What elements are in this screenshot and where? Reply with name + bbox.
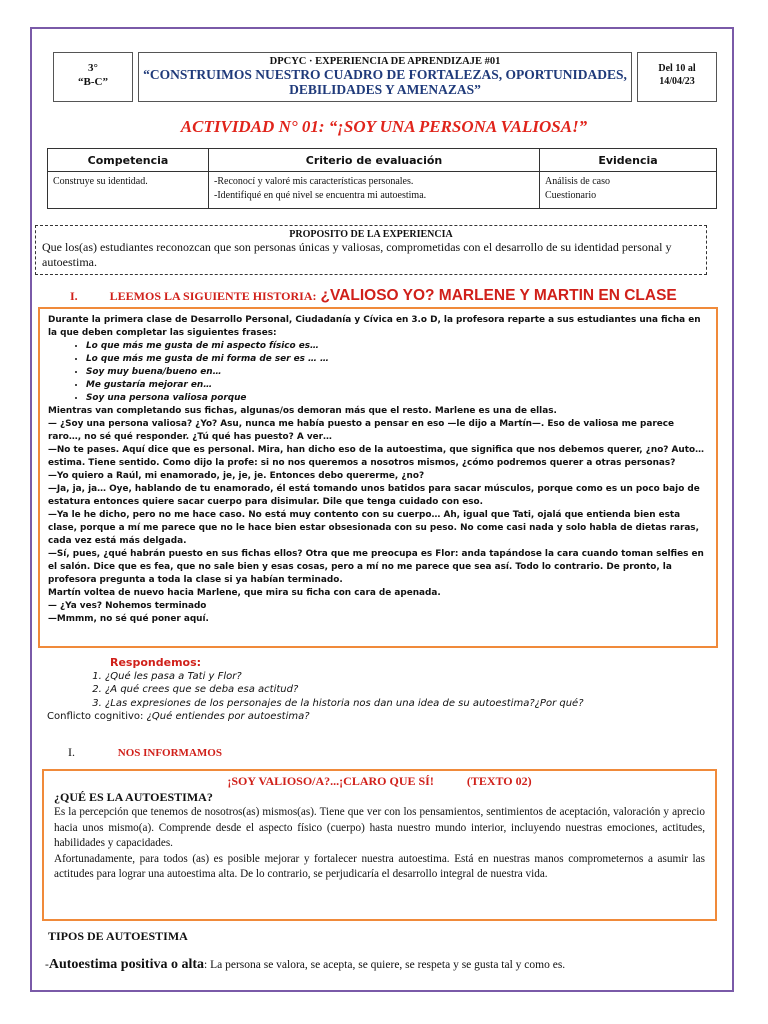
- positiva-label: Autoestima positiva o alta: [48, 957, 205, 972]
- header-criterio: Criterio de evaluación: [209, 149, 540, 172]
- activity-title: ACTIVIDAD N° 01: “¡SOY UNA PERSONA VALIOSA!”: [180, 117, 588, 136]
- autoestima-positiva: -Autoestima positiva o alta: La persona se valora, se acepta, se quiere, se respeta y se gusta tal y como es.: [45, 957, 566, 972]
- story-bullets: [48, 340, 708, 405]
- list-item: • Lo que más me gusta de mi aspecto físico es…: [86, 340, 708, 353]
- question-item: 1. ¿Qué les pasa a Tati y Flor?: [105, 670, 737, 684]
- conflict-text: ¿Qué entiendes por autoestima?: [146, 711, 310, 722]
- story-paragraph: —Ja, ja, ja… Oye, hablando de tu enamorado, él está tomando unos batidos para sacar músculos, porque como es un poco bajo de estatura entonces quiere sacar cuerpo para disimular. Dile que tenga cuidado con eso.: [48, 484, 700, 507]
- story-paragraph: — ¿Soy una persona valiosa? ¿Yo? Asu, nunca me había puesto a pensar en eso —le dijo a Martín—. Eso de valiosa me parece raro…, no sé qué responder. ¿Tú qué has puesto? A ver…: [48, 419, 675, 442]
- title-box: [138, 52, 632, 102]
- header-competencia: Competencia: [48, 149, 209, 172]
- date-line-1: Del 10 al: [658, 63, 696, 74]
- texto-02-heading: [54, 774, 705, 790]
- story-paragraph: — ¿Ya ves? Nohemos terminado: [48, 601, 207, 611]
- competency-table: [47, 148, 717, 209]
- section-2-number: I.: [68, 745, 75, 759]
- texto-02-title: ¡SOY VALIOSO/A?...¡CLARO QUE SÍ!: [227, 774, 434, 788]
- grade: 3°: [88, 62, 98, 74]
- story-paragraph: —Sí, pues, ¿qué habrán puesto en sus fichas ellos? Otra que me preocupa es Flor: anda tapándose la cara cuando toman selfies en el salón. Dice que es fea, que no sale bien y esas cosas, pero a mí no me parece que sea así. Todo lo contrario. De pronto, la profesora pregunta a toda la clase si ya habían terminado.: [48, 549, 704, 585]
- respondemos-heading: Respondemos:: [110, 656, 202, 669]
- story-intro: Durante la primera clase de Desarrollo Personal, Ciudadanía y Cívica en 3.o D, la profesora reparte a sus estudiantes una ficha en la que deben completar las siguientes frases:: [48, 315, 701, 338]
- story-paragraph: Martín voltea de nuevo hacia Marlene, que mira su ficha con cara de apenada.: [48, 588, 441, 598]
- story-paragraph: —Yo quiero a Raúl, mi enamorado, je, je, je. Entonces debo quererme, ¿no?: [48, 471, 425, 481]
- section-1-heading: [70, 287, 677, 305]
- section-1-number: I.: [70, 289, 78, 303]
- criterio-1: -Reconocí y valoré mis características personales.: [214, 176, 414, 187]
- header-evidencia: Evidencia: [540, 149, 717, 172]
- title-line-2: DEBILIDADES Y AMENAZAS”: [289, 82, 481, 97]
- list-item: • Lo que más me gusta de mi forma de ser es … …: [86, 353, 708, 366]
- respondemos-section: [47, 656, 737, 724]
- section-2-label: NOS INFORMAMOS: [117, 747, 222, 759]
- story-paragraph: —Ya le he dicho, pero no me hace caso. No está muy contento con su cuerpo… Ah, igual que Tati, ojalá que entienda bien esta clase, porque a mí me parece que no le hace bien estar obsesionada con su peso. No come casi nada y solo habla de dietas raras, cada vez está más delgada.: [48, 510, 699, 546]
- list-item: • Soy una persona valiosa porque: [86, 392, 708, 405]
- question-list: [47, 670, 737, 711]
- texto-02-paragraph: Afortunadamente, para todos (as) es posible mejorar y fortalecer nuestra autoestima. Está en nuestras manos comprometernos a asumir las actitudes para lograr una autoestima alta. De lo contrario, se perjudicaría el desarrollo integral de nuestra vida.: [54, 852, 705, 880]
- story-paragraph: Mientras van completando sus fichas, algunas/os demoran más que el resto. Marlene es una de ellas.: [48, 406, 557, 416]
- question-item: 3. ¿Las expresiones de los personajes de la historia nos dan una idea de su autoestima?¿Por qué?: [105, 697, 737, 711]
- texto-02-tag: (TEXTO 02): [466, 774, 532, 788]
- story-box: [38, 307, 718, 648]
- section-2-heading: [68, 745, 222, 760]
- texto-02-box: [42, 769, 717, 921]
- story-paragraph: —Mmmm, no sé qué poner aquí.: [48, 614, 209, 624]
- date-box: [637, 52, 717, 102]
- conflict-label: Conflicto cognitivo:: [47, 711, 147, 722]
- cell-competencia: Construye su identidad.: [48, 172, 209, 209]
- list-item: • Soy muy buena/bueno en…: [86, 366, 708, 379]
- proposito-box: [35, 225, 707, 275]
- title-line-1: “CONSTRUIMOS NUESTRO CUADRO DE FORTALEZAS, OPORTUNIDADES,: [143, 67, 627, 82]
- cell-evidencia: [540, 172, 717, 209]
- date-line-2: 14/04/23: [659, 76, 695, 87]
- positiva-text: : La persona se valora, se acepta, se quiere, se respeta y se gusta tal y como es.: [204, 959, 566, 971]
- section: “B-C”: [78, 76, 108, 88]
- texto-02-paragraph: Es la percepción que tenemos de nosotros(as) mismos(as). Tiene que ver con los pensamientos, sentimientos de aceptación, valoración y aprecio hacia unos mismo(a). Comprende desde el aspecto físico (cuerpo) hasta nuestro mundo interior, incluyendo nuestras emociones, actitudes, habilidades y capacidades.: [54, 806, 705, 849]
- grade-box: [53, 52, 133, 102]
- evidencia-1: Análisis de caso: [545, 176, 610, 187]
- cell-criterio: [209, 172, 540, 209]
- proposito-text: Que los(as) estudiantes reconozcan que son personas únicas y valiosas, comprometidas con el desarrollo de su identidad personal y autoestima.: [42, 240, 672, 269]
- section-1-title: ¿VALIOSO YO? MARLENE Y MARTIN EN CLASE: [320, 287, 677, 304]
- tipos-heading: TIPOS DE AUTOESTIMA: [48, 929, 188, 943]
- section-1-label: LEEMOS LA SIGUIENTE HISTORIA:: [109, 289, 317, 303]
- autoestima-question: ¿QUÉ ES LA AUTOESTIMA?: [54, 789, 213, 804]
- proposito-heading: PROPOSITO DE LA EXPERIENCIA: [289, 229, 453, 240]
- subject-line: DPCYC · EXPERIENCIA DE APRENDIZAJE #01: [269, 56, 501, 67]
- criterio-2: -Identifiqué en qué nivel se encuentra mi autoestima.: [214, 190, 427, 201]
- list-item: • Me gustaría mejorar en…: [86, 379, 708, 392]
- evidencia-2: Cuestionario: [545, 190, 597, 201]
- question-item: 2. ¿A qué crees que se deba esa actitud?: [105, 683, 737, 697]
- story-paragraph: —No te pases. Aquí dice que es personal. Mira, han dicho eso de la autoestima, que significa que nos debemos querer, ¿no? Auto… estima. Tiene sentido. Como dijo la profe: si no nos queremos a nosotros mismos, ¿cómo podremos querer a otras personas?: [48, 445, 704, 468]
- conflict-line: [47, 710, 737, 724]
